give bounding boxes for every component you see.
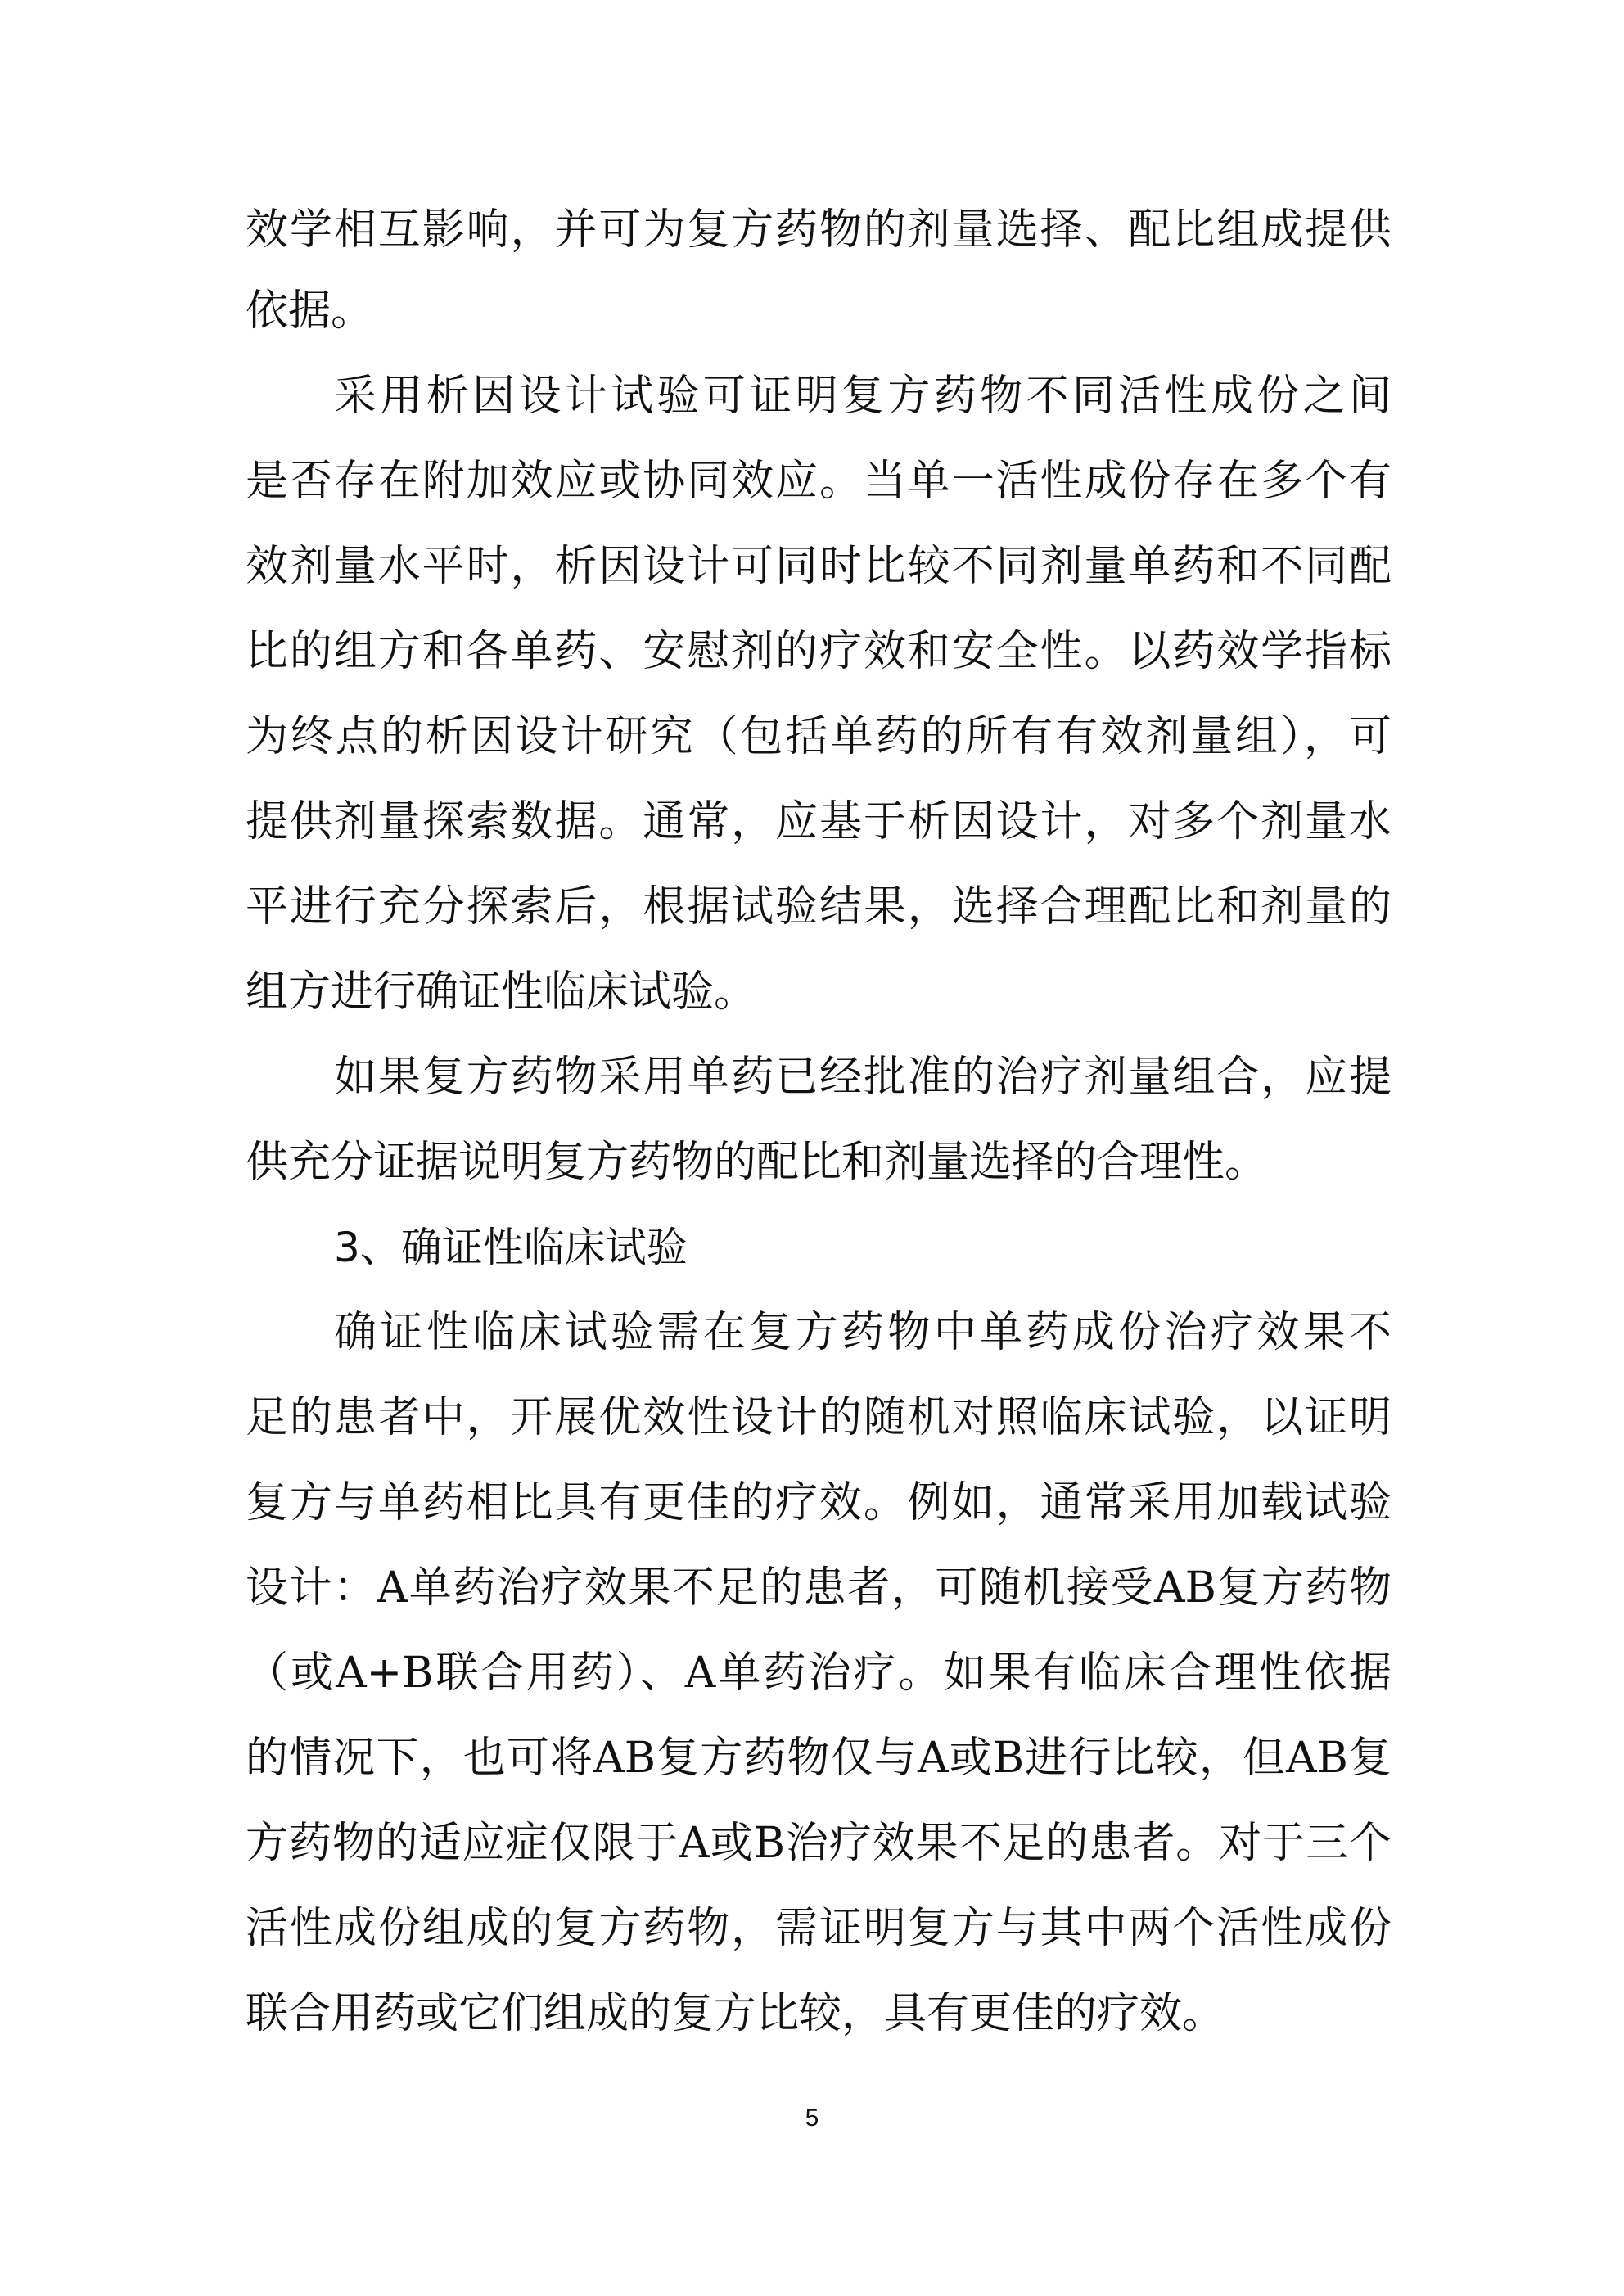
paragraph-line: 为终点的析因设计研究（包括单药的所有有效剂量组），可 (246, 712, 1392, 761)
paragraph-line: 如果复方药物采用单药已经批准的治疗剂量组合，应提 (334, 1053, 1392, 1102)
section-heading: 3、确证性临床试验 (334, 1224, 688, 1271)
paragraph-line: 效学相互影响，并可为复方药物的剂量选择、配比组成提供 (246, 205, 1392, 255)
paragraph-line: 依据。 (246, 286, 374, 336)
paragraph-line: 复方与单药相比具有更佳的疗效。例如，通常采用加载试验 (246, 1478, 1392, 1527)
paragraph-line: 提供剂量探索数据。通常，应基于析因设计，对多个剂量水 (246, 797, 1392, 846)
paragraph-line: 组方进行确证性临床试验。 (246, 968, 757, 1017)
paragraph-line: 供充分证据说明复方药物的配比和剂量选择的合理性。 (246, 1138, 1268, 1187)
paragraph-line: 是否存在附加效应或协同效应。当单一活性成份存在多个有 (246, 457, 1392, 506)
page-number: 5 (805, 2104, 819, 2131)
paragraph-line: 效剂量水平时，析因设计可同时比较不同剂量单药和不同配 (246, 542, 1392, 591)
paragraph-line: 采用析因设计试验可证明复方药物不同活性成份之间 (334, 372, 1392, 421)
paragraph-line: 平进行充分探索后，根据试验结果，选择合理配比和剂量的 (246, 882, 1392, 931)
paragraph-line: 联合用药或它们组成的复方比较，具有更佳的疗效。 (246, 1989, 1225, 2038)
paragraph-line: 比的组方和各单药、安慰剂的疗效和安全性。以药效学指标 (246, 627, 1392, 676)
paragraph-line: 足的患者中，开展优效性设计的随机对照临床试验，以证明 (246, 1393, 1392, 1442)
paragraph-line: （或A+B联合用药）、A单药治疗。如果有临床合理性依据 (246, 1649, 1392, 1698)
paragraph-line: 设计：A单药治疗效果不足的患者，可随机接受AB复方药物 (246, 1563, 1392, 1613)
paragraph-line: 确证性临床试验需在复方药物中单药成份治疗效果不 (334, 1308, 1392, 1357)
paragraph-line: 的情况下，也可将AB复方药物仅与A或B进行比较，但AB复 (246, 1734, 1392, 1783)
paragraph-line: 方药物的适应症仅限于A或B治疗效果不足的患者。对于三个 (246, 1819, 1392, 1868)
paragraph-line: 活性成份组成的复方药物，需证明复方与其中两个活性成份 (246, 1904, 1392, 1953)
